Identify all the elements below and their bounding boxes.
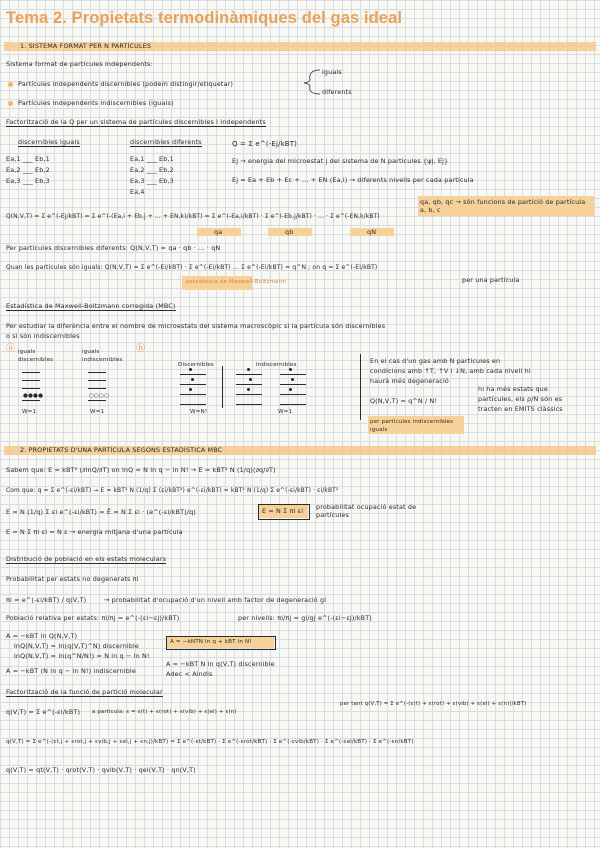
circle-b-icon: ⓑ: [136, 344, 146, 354]
energy-level: [180, 394, 206, 395]
energy-level: [180, 384, 206, 385]
energy-level: [88, 400, 106, 401]
col-iguals-disc: iguals discernibles: [18, 349, 54, 363]
section-2-heading: 2. PROPIETATS D'UNA PARTÍCULA SEGONS ESTADÍSTICA MBC: [20, 446, 223, 454]
energy-level: [22, 380, 40, 381]
right-row: Ea,4: [130, 188, 145, 196]
mol-q1: q(V,T) = Σ e^(-εi/kBT): [6, 708, 81, 716]
dist-rel-level: per nivells: πi/πj = gi/gj e^(-(εi−εj)/kBT): [238, 614, 372, 622]
mbc-right-6: tracten en EMITS clàssics: [478, 405, 563, 413]
dist-pi: πi = e^(-εi/kBT) / q(V,T): [6, 596, 87, 604]
particle-dot: [247, 368, 250, 371]
boltzmann-note: estadística de Maxwell-Boltzmann: [186, 279, 287, 285]
left-row: Ea,1 ___ Eb,1: [6, 155, 50, 163]
ej-sum: Ej = Ea + Eb + Ec + ... + EN (Ea,i) → diferents nivells per cada partícula: [232, 176, 474, 184]
right-row: Ea,3 ___ Eb,3: [130, 177, 174, 185]
per-particle-note: per una partícula: [462, 276, 520, 284]
particle-dot: [249, 378, 252, 381]
a-line-1: A = −kBT ln Q(N,V,T): [6, 632, 78, 640]
q-label-b: qb: [285, 228, 294, 236]
energy-level: [180, 404, 206, 405]
q-label-a: qa: [214, 228, 223, 236]
mol-q2: q(V,T) = Σ e^(-(εt,j + εrot,j + εvib,j + εel,j + εn,j)/kBT) = Σ e^(-εt/kBT) · Σ e^(-εrot/kBT) · Σ e^(-εvib/kBT) · Σ e^(-εel/kBT) · Σ e^(-εn/kBT): [6, 739, 414, 745]
energy-level: [280, 384, 306, 385]
bullet-indiscernibles: Partícules independents indiscernibles (iguals): [18, 99, 174, 107]
equal-particles-line: Quan les partícules són iguals: Q(N,V,T) = Σ e^(-Ei/kBT) · Σ e^(-Ei/kBT) ... Σ e^(-Ei/kBT) = q^N ; on q = Σ e^(-Ei/kBT): [6, 264, 378, 271]
particles-marks: ●●●●: [23, 393, 44, 399]
particle-dot: [189, 368, 192, 371]
divider: [222, 366, 223, 408]
prob-note: probabilitat ocupació estat de partícules: [316, 503, 417, 519]
s2-line-2: Com que: q = Σ e^(-εi/kBT) → E = kBT² N (1/q) Σ (εi/kBT²) e^(-εi/kBT) = kBT² N (1/q) Σ e^(-εi/kBT) · εi/kBT²: [6, 488, 339, 494]
mbc-right-2: condicions amb ↑T, ↑V i ↓N, amb cada nivell hi: [370, 367, 531, 375]
q-definition: Q = Σ e^(-Ej/kBT): [232, 140, 298, 148]
energy-level: [22, 372, 40, 373]
a-line-2: lnQ(N,V,T) = ln(q(V,T)^N) discernible: [14, 642, 139, 650]
label-diferents: diferents: [322, 88, 352, 96]
particle-dot: [289, 368, 292, 371]
w-label: W=N!: [190, 409, 208, 415]
energy-level: [280, 404, 306, 405]
fact-heading: Factorització de la Q per un sistema de partícules discernibles i independents: [6, 118, 266, 126]
dist-heading: Distribució de població en els estats moleculars: [6, 555, 167, 563]
dist-nondeg: Probabilitat per estats no degenerats πi: [6, 575, 139, 583]
mol-q1b: a partícula: ε = ε(t) + ε(rot) + ε(vib) + ε(el) + ε(n): [92, 709, 237, 715]
section-1-intro: Sistema format de partícules independents:: [6, 60, 153, 68]
w-label: W=1: [22, 409, 37, 415]
mbc-text-1: Per estudiar la diferència entre el nombre de microestats del sistema macroscòpic si la partícula són discernibles: [6, 322, 386, 330]
particle-dot: [289, 388, 292, 391]
s2-line-1: Sabem que: E = kBT² (∂lnQ/∂T) on lnQ = N ln q − ln N! → E = kBT² N (1/q)(∂q/∂T): [6, 466, 276, 474]
mbc-heading: Estadística de Maxwell-Boltzmann corregida (MBC): [6, 302, 176, 310]
dist-pi-note: → probabilitat d'ocupació d'un nivell amb factor de degeneració gi: [104, 596, 327, 604]
energy-level: [280, 374, 306, 375]
dist-rel-state: Població relativa per estats: πi/πj = e^(-(εi−εj)/kBT): [6, 614, 180, 622]
col-iguals-indisc: iguals indiscernibles: [82, 349, 123, 363]
particle-dot: [247, 388, 250, 391]
energy-box-text: E = N Σ πi εi: [262, 507, 304, 515]
qa-qb-note: qa, qb, qc → són funcions de partició de partícula a, b, c: [420, 198, 586, 214]
mbc-text-2: o si són indiscernibles: [6, 332, 80, 340]
energy-level: [88, 388, 106, 389]
diff-particles-line: Per partícules discernibles diferents: Q(N,V,T) = qa · qb · ... · qN: [6, 244, 221, 252]
bullet-dot: [8, 82, 13, 87]
bullet-dot: [8, 101, 13, 106]
mol-heading: Factorització de la funció de partició molecular: [6, 688, 163, 696]
mol-q3: q(V,T) = qt(V,T) · qrot(V,T) · qvib(V,T) · qel(V,T) · qn(V,T): [6, 766, 196, 774]
w-label: W=1: [90, 409, 105, 415]
energy-level: [236, 404, 262, 405]
energy-level: [236, 374, 262, 375]
page-title: Tema 2. Propietats termodinàmiques del gas ideal: [6, 9, 403, 27]
particle-dot: [191, 378, 194, 381]
col-disc: Discernibles: [178, 362, 214, 368]
w-label: W=1: [278, 409, 293, 415]
mbc-q-formula: Q(N,V,T) = q^N / N!: [370, 397, 438, 405]
a-dec: Adec < Aindis: [166, 670, 213, 678]
mbc-right-5: partícules, els ρ/N són es: [478, 395, 563, 403]
bullet-discernibles: Partícules independents discernibles (podem distingir/etiquetar): [18, 80, 234, 88]
disc-diferents-label: discernibles diferents: [130, 138, 202, 146]
energy-level: [280, 394, 306, 395]
q-label-n: qN: [367, 228, 377, 236]
particle-dot: [291, 378, 294, 381]
mbc-right-1: En el cas d'un gas amb N partícules en: [370, 357, 501, 365]
a-box-text: A = −kNTN ln q + kBT ln N!: [170, 639, 252, 645]
particles-marks: ○○○○: [89, 393, 110, 399]
q-expansion: Q(N,V,T) = Σ e^(-Ej/kBT) = Σ e^(-(Ea,i + Eb,j + ... + EN,k)/kBT) = Σ e^(-Ea,i/kBT) · Σ e^(-Eb,j/kBT) · ... · Σ e^(-EN,k/kBT): [6, 214, 380, 220]
mbc-right-4: hi ha més estats que: [478, 385, 548, 393]
section-1-heading: 1. SISTEMA FORMAT PER N PARTÍCULES: [20, 42, 152, 50]
label-iguals: iguals: [322, 68, 342, 76]
energy-level: [236, 384, 262, 385]
a-line-3: lnQ(N,V,T) = ln(q^N/N!) = N ln q − ln N!: [14, 652, 150, 660]
a-line-5: A = −kBT (N ln q − ln N!) indiscernible: [6, 667, 136, 675]
disc-iguals-label: discernibles iguals: [18, 138, 80, 146]
energy-level: [88, 380, 106, 381]
circle-a-icon: ⓐ: [6, 344, 16, 354]
energy-level: [180, 374, 206, 375]
mol-q1c: per tant q(V,T) = Σ e^(-(ε(t) + ε(rot) + ε(vib) + ε(el) + ε(n))/kBT): [340, 701, 527, 707]
energy-level: [236, 394, 262, 395]
s2-line-3: E = N (1/q) Σ εi e^(-εi/kBT) = Ē = N Σ εi · (e^(-εi/kBT)/q): [6, 508, 196, 516]
particle-dot: [189, 388, 192, 391]
energy-level: [22, 400, 40, 401]
s2-line-4: E = N Σ πi εi = N ε → energia mitjana d'una partícula: [6, 528, 183, 536]
right-row: Ea,1 ___ Eb,1: [130, 155, 174, 163]
mbc-right-3: haurà més degeneració: [370, 377, 449, 385]
right-row: Ea,2 ___ Eb,2: [130, 166, 174, 174]
energy-level: [88, 372, 106, 373]
left-row: Ea,3 ___ Eb,3: [6, 177, 50, 185]
a-line-4: A = −kBT N ln q(V,T) discernible: [166, 660, 275, 668]
ej-definition: Ej → energia del microestat j del sistema de N partícules {ψj, Ej}: [232, 157, 449, 165]
indisc-note: per partícules indiscernibles iguals: [370, 419, 454, 433]
left-row: Ea,2 ___ Eb,2: [6, 166, 50, 174]
col-indisc: Indiscernibles: [256, 362, 297, 368]
divider: [360, 354, 361, 420]
energy-level: [22, 388, 40, 389]
